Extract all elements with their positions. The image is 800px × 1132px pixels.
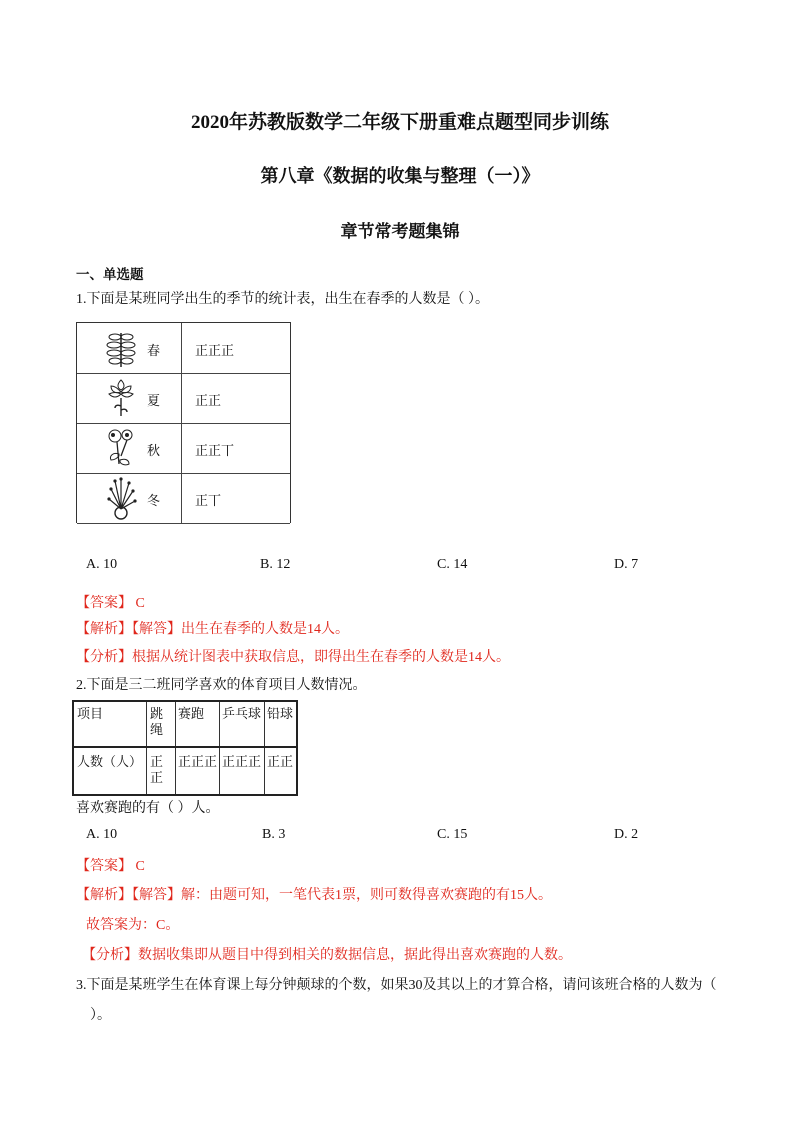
q1-analysis: 【解析】【解答】出生在春季的人数是14人。 bbox=[76, 622, 349, 637]
table-row bbox=[77, 423, 290, 474]
tally-marks: 正正丅 bbox=[195, 443, 235, 458]
tally-marks: 正正正 bbox=[195, 343, 235, 358]
season-label: 春 bbox=[147, 343, 161, 358]
table-cell: 正正 bbox=[150, 754, 164, 785]
season-label: 夏 bbox=[147, 393, 161, 408]
q2-analysis: 【解析】【解答】解：由题可知，一笔代表1票，则可数得喜欢赛跑的有15人。 bbox=[76, 888, 552, 903]
header-cell: 乒乓球 bbox=[222, 706, 262, 721]
q1-stem: 1.下面是某班同学出生的季节的统计表，出生在春季的人数是（ ）。 bbox=[76, 292, 489, 307]
q2-answer: 【答案】 C bbox=[76, 859, 145, 874]
table-divider bbox=[219, 702, 220, 794]
option-b: B. 12 bbox=[260, 557, 291, 572]
table-divider bbox=[146, 702, 147, 794]
header-cell: 赛跑 bbox=[178, 706, 205, 721]
q2-stem: 2.下面是三二班同学喜欢的体育项目人数情况。 bbox=[76, 678, 367, 693]
option-b: B. 3 bbox=[262, 827, 286, 842]
section-heading: 一、单选题 bbox=[76, 267, 144, 282]
q3-stem-continued: ）。 bbox=[90, 1008, 111, 1023]
table-row bbox=[77, 373, 290, 424]
tally-marks: 正丅 bbox=[195, 493, 222, 508]
table-divider bbox=[74, 746, 296, 748]
table-divider bbox=[175, 702, 176, 794]
subtitle: 章节常考题集锦 bbox=[340, 222, 460, 241]
q2-analysis-conclusion: 故答案为：C。 bbox=[86, 918, 180, 933]
table-cell: 正正 bbox=[267, 754, 294, 769]
table-row bbox=[77, 473, 290, 524]
tally-marks: 正正 bbox=[195, 393, 222, 408]
q2-fenxi: 【分析】数据收集即从题目中得到相关的数据信息，据此得出喜欢赛跑的人数。 bbox=[82, 948, 572, 963]
header-cell: 项目 bbox=[77, 706, 104, 721]
option-a: A. 10 bbox=[86, 827, 118, 842]
summer-flower-icon bbox=[103, 376, 139, 420]
table-cell: 正正正 bbox=[222, 754, 262, 769]
q2-sports-table bbox=[72, 700, 298, 796]
header-cell: 跳绳 bbox=[150, 706, 164, 737]
winter-potted-plant-icon bbox=[103, 475, 139, 521]
season-label: 冬 bbox=[147, 493, 161, 508]
option-d: D. 2 bbox=[614, 827, 639, 842]
q1-answer: 【答案】 C bbox=[76, 596, 145, 611]
q1-fenxi: 【分析】根据从统计图表中获取信息，即得出生在春季的人数是14人。 bbox=[76, 650, 510, 665]
autumn-flower-icon bbox=[103, 426, 139, 470]
spring-flower-icon bbox=[103, 327, 139, 371]
table-row bbox=[77, 323, 290, 374]
table-divider bbox=[264, 702, 265, 794]
option-a: A. 10 bbox=[86, 557, 118, 572]
season-label: 秋 bbox=[147, 443, 161, 458]
q2-question: 喜欢赛跑的有（ ）人。 bbox=[76, 801, 220, 816]
document-title: 2020年苏教版数学二年级下册重难点题型同步训练 bbox=[190, 112, 609, 133]
option-c: C. 15 bbox=[437, 827, 468, 842]
option-c: C. 14 bbox=[437, 557, 468, 572]
table-cell: 正正正 bbox=[178, 754, 218, 769]
q1-season-table bbox=[76, 322, 291, 523]
chapter-title: 第八章《数据的收集与整理（一）》 bbox=[260, 166, 540, 186]
q3-stem: 3.下面是某班学生在体育课上每分钟颠球的个数，如果30及其以上的才算合格，请问该班合格的人数为（ bbox=[76, 978, 717, 993]
header-cell: 铅球 bbox=[267, 706, 294, 721]
option-d: D. 7 bbox=[614, 557, 639, 572]
row-label: 人数（人） bbox=[77, 754, 143, 769]
